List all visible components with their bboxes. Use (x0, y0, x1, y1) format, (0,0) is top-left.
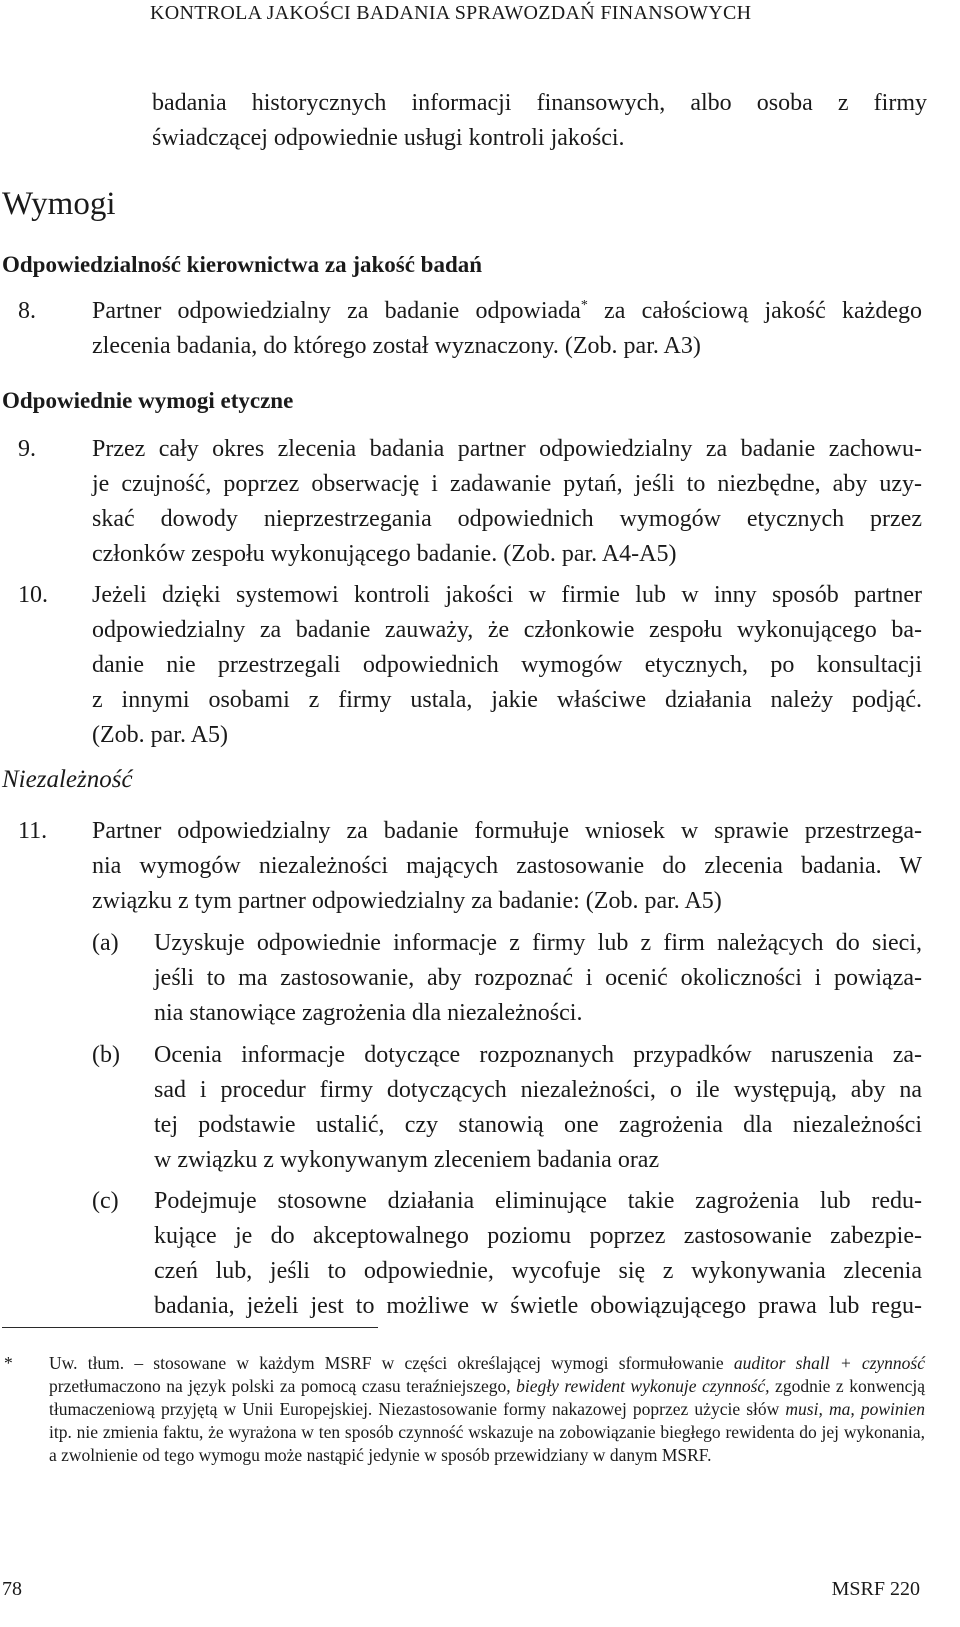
footnote-reference: * (580, 298, 588, 313)
paragraph-line: je czujność, poprzez obserwację i zadawanie pytań, jeśli to niezbędne, aby uzy- (92, 471, 922, 497)
section-title: Wymogi (2, 186, 116, 222)
paragraph-number: 8. (18, 298, 36, 324)
paragraph-line: danie nie przestrzegali odpowiednich wymogów etycznych, po konsultacji (92, 652, 922, 678)
footnote-segment: zgodnie z konwencją tłumaczeniową przyjętą w Unii Europejskiej. Niezastosowanie formy nakazowej poprzez użycie słów (49, 1376, 925, 1419)
paragraph-line: zlecenia badania, do którego został wyznaczony. (Zob. par. A3) (92, 333, 701, 359)
list-item-line: w związku z wykonywanym zleceniem badania oraz (154, 1147, 660, 1173)
footnote-separator (2, 1327, 378, 1328)
paragraph-line: Partner odpowiedzialny za badanie formułuje wniosek w sprawie przestrzega- (92, 818, 922, 844)
list-item-line: Ocenia informacje dotyczące rozpoznanych przypadków naruszenia za- (154, 1042, 922, 1068)
paragraph-line: związku z tym partner odpowiedzialny za badanie: (Zob. par. A5) (92, 888, 722, 914)
footnote-segment: itp. nie zmienia faktu, że wyrażona w ten sposób czynność wskazuje na zobowiązanie biegłego rewidenta do jej wykonania, a zwolnienie od tego wymogu może nastąpić jedynie w sposób przewidziany w danym MSRF. (49, 1422, 925, 1465)
list-item-marker: (b) (92, 1042, 120, 1068)
subsection-title-responsibility: Odpowiedzialność kierownictwa za jakość badań (2, 252, 483, 277)
list-item-line: Uzyskuje odpowiednie informacje z firmy lub z firm należących do sieci, (154, 930, 922, 956)
paragraph-number: 9. (18, 436, 36, 462)
list-item-line: jeśli to ma zastosowanie, aby rozpoznać i ocenić okoliczności i powiąza- (154, 965, 922, 991)
footnote-text (49, 1352, 925, 1467)
paragraph-body (92, 814, 922, 919)
paragraph-line: odpowiedzialny za badanie zauważy, że członkowie zespołu wykonującego ba- (92, 617, 922, 643)
paragraph-line: z innymi osobami z firmy ustala, jakie właściwe działania należy podjąć. (92, 687, 922, 713)
list-item-line: Podejmuje stosowne działania eliminujące takie zagrożenia lub redu- (154, 1188, 922, 1214)
footnote-marker: * (4, 1353, 13, 1373)
page-number: 78 (2, 1578, 22, 1600)
subsection-title-ethics: Odpowiednie wymogi etyczne (2, 388, 294, 413)
footnote-italic-segment: biegły rewident wykonuje czynność, (516, 1376, 770, 1396)
running-header: KONTROLA JAKOŚCI BADANIA SPRAWOZDAŃ FINANSOWYCH (150, 2, 752, 24)
paragraph-line: członków zespołu wykonującego badanie. (Zob. par. A4-A5) (92, 541, 677, 567)
paragraph-line: skać dowody nieprzestrzegania odpowiednich wymogów etycznych przez (92, 506, 922, 532)
list-item-marker: (c) (92, 1188, 119, 1214)
paragraph-body (92, 294, 922, 364)
list-item-line: kujące je do akceptowalnego poziomu poprzez zastosowanie zabezpie- (154, 1223, 922, 1249)
footnote-segment: przetłumaczono na język polski za pomocą czasu teraźniejszego, (49, 1376, 517, 1396)
footnote-segment: Uw. tłum. – stosowane w każdym MSRF w części określającej wymogi sformułowanie (49, 1353, 734, 1373)
subsection-title-independence: Niezależność (2, 766, 133, 793)
intro-line-2: świadczącej odpowiednie usługi kontroli jakości. (152, 125, 625, 151)
standard-code: MSRF 220 (831, 1578, 920, 1600)
paragraph-number: 10. (18, 582, 48, 608)
paragraph-line: (Zob. par. A5) (92, 722, 228, 748)
paragraph-body (92, 578, 922, 753)
paragraph-text: za całościową jakość każdego (587, 298, 922, 324)
list-item-marker: (a) (92, 930, 119, 956)
intro-text (152, 86, 927, 156)
paragraph-line: Przez cały okres zlecenia badania partner odpowiedzialny za badanie zachowu- (92, 436, 922, 462)
list-item-body (154, 1038, 922, 1178)
list-item-line: nia stanowiące zagrożenia dla niezależności. (154, 1000, 583, 1026)
footnote-italic-segment: auditor shall + czynność (733, 1353, 926, 1373)
list-item-line: czeń lub, jeśli to odpowiednie, wycofuje się z wykonywania zlecenia (154, 1258, 922, 1284)
paragraph-number: 11. (18, 818, 48, 844)
list-item-line: badania, jeżeli jest to możliwe w świetle obowiązującego prawa lub regu- (154, 1293, 922, 1319)
list-item-body (154, 926, 922, 1031)
paragraph-line (92, 294, 922, 329)
intro-line-1: badania historycznych informacji finansowych, albo osoba z firmy (152, 90, 927, 116)
paragraph-text: Partner odpowiedzialny za badanie odpowiada (92, 298, 581, 324)
paragraph-line: nia wymogów niezależności mających zastosowanie do zlecenia badania. W (92, 853, 922, 879)
list-item-line: sad i procedur firmy dotyczących niezależności, o ile występują, aby na (154, 1077, 922, 1103)
footnote-italic-segment: musi, ma, powinien (785, 1399, 925, 1419)
list-item-line: tej podstawie ustalić, czy stanowią one zagrożenia dla niezależności (154, 1112, 922, 1138)
paragraph-body (92, 432, 922, 572)
list-item-body (154, 1184, 922, 1324)
paragraph-line: Jeżeli dzięki systemowi kontroli jakości w firmie lub w inny sposób partner (92, 582, 922, 608)
